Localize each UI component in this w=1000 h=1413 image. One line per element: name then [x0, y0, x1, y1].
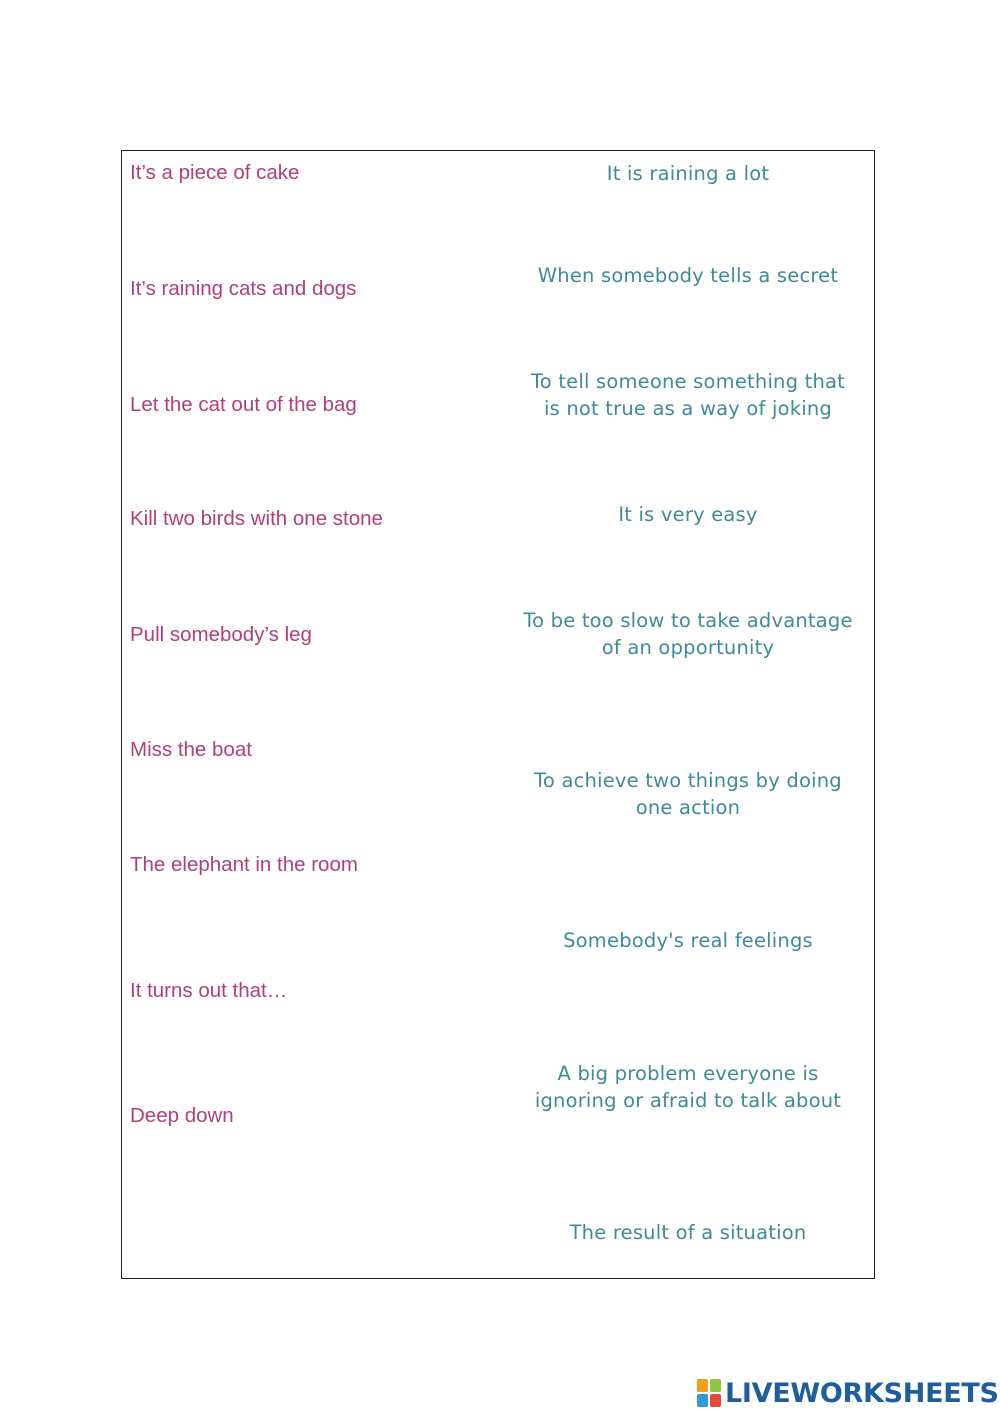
meaning-line: Somebody's real feelings: [563, 929, 813, 952]
meaning-line: A big problem everyone is: [557, 1062, 819, 1085]
meaning-item[interactable]: [504, 607, 872, 661]
brand-text: LIVEWORKSHEETS: [725, 1377, 999, 1409]
meaning-line: one action: [635, 796, 741, 819]
meaning-item[interactable]: [504, 262, 872, 289]
logo-square-orange: [697, 1379, 708, 1392]
meaning-item[interactable]: [504, 368, 872, 422]
liveworksheets-logo-icon: [697, 1379, 721, 1407]
idiom-item[interactable]: It’s raining cats and dogs: [130, 277, 357, 300]
meaning-line: The result of a situation: [569, 1221, 807, 1244]
idiom-item[interactable]: Let the cat out of the bag: [130, 393, 357, 416]
meaning-item[interactable]: [504, 160, 872, 187]
meaning-line: To achieve two things by doing: [534, 769, 842, 792]
idiom-item[interactable]: Pull somebody’s leg: [130, 623, 312, 646]
idiom-item[interactable]: Kill two birds with one stone: [130, 507, 383, 530]
meaning-line: is not true as a way of joking: [543, 397, 832, 420]
liveworksheets-logo: [697, 1378, 999, 1408]
meaning-line: To be too slow to take advantage: [523, 609, 853, 632]
worksheet-frame: [121, 150, 875, 1279]
meaning-line: It is raining a lot: [606, 162, 770, 185]
idiom-item[interactable]: The elephant in the room: [130, 853, 358, 876]
logo-square-green: [710, 1379, 721, 1392]
logo-square-red: [710, 1394, 721, 1407]
meaning-line: It is very easy: [618, 503, 758, 526]
meaning-line: To tell someone something that: [530, 370, 845, 393]
meaning-item[interactable]: [504, 767, 872, 821]
meaning-line: of an opportunity: [601, 636, 775, 659]
logo-square-blue: [697, 1394, 708, 1407]
meaning-item[interactable]: [504, 1219, 872, 1246]
idiom-item[interactable]: Miss the boat: [130, 738, 252, 761]
meaning-item[interactable]: [504, 1060, 872, 1114]
meaning-line: ignoring or afraid to talk about: [534, 1089, 842, 1112]
idiom-item[interactable]: It turns out that…: [130, 979, 288, 1002]
meaning-item[interactable]: [504, 501, 872, 528]
idiom-item[interactable]: Deep down: [130, 1104, 234, 1127]
meaning-item[interactable]: [504, 927, 872, 954]
meaning-line: When somebody tells a secret: [537, 264, 839, 287]
idiom-item[interactable]: It’s a piece of cake: [130, 161, 300, 184]
